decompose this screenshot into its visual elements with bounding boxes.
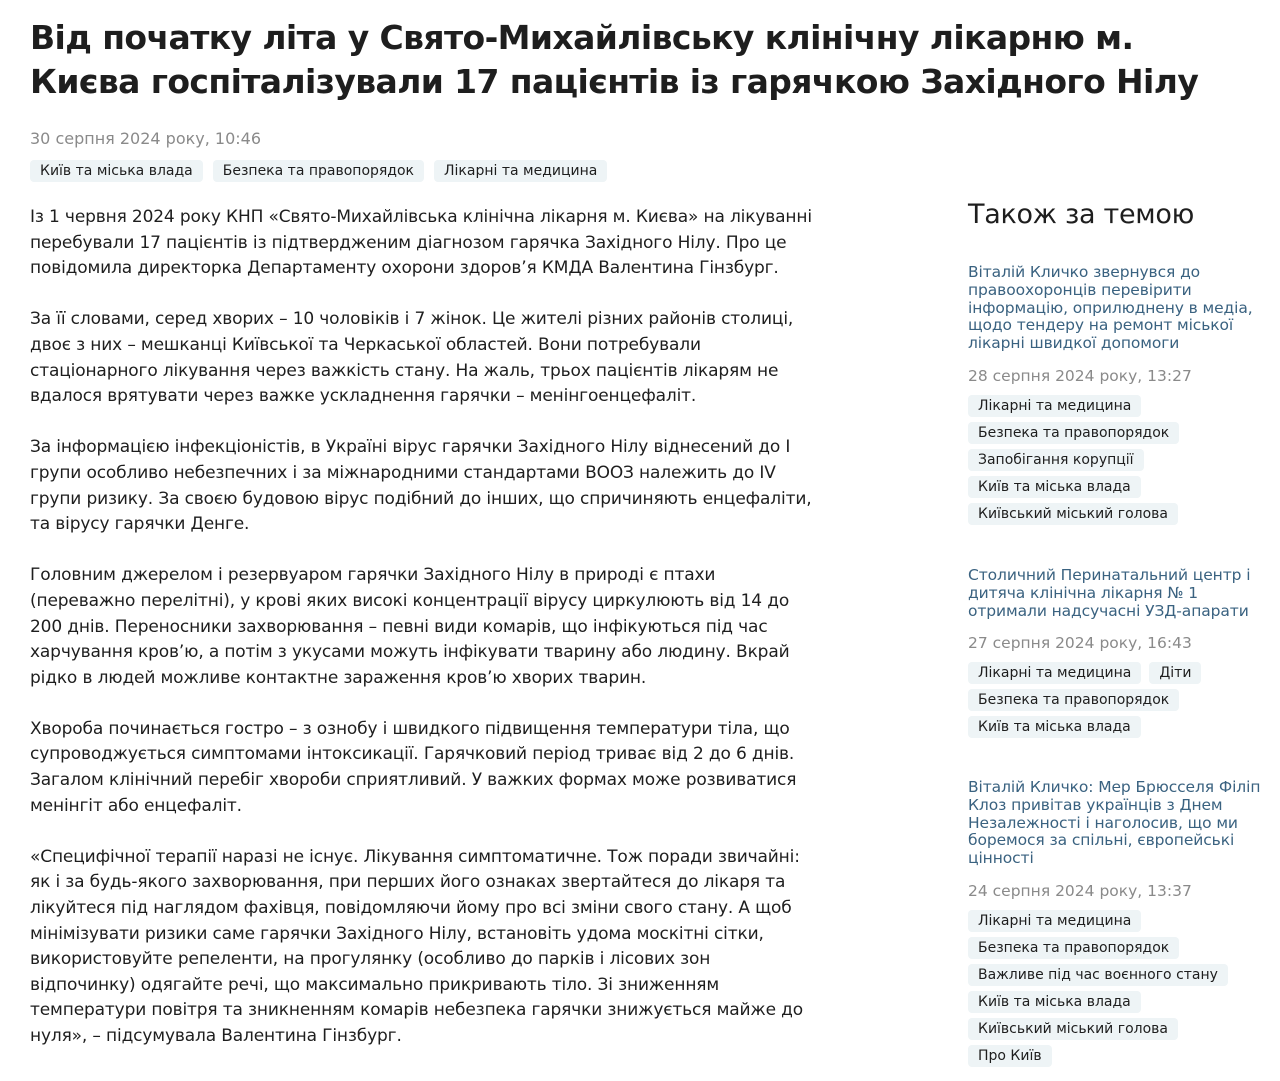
related-item-date: 28 серпня 2024 року, 13:27 xyxy=(968,366,1192,385)
related-item xyxy=(968,264,1280,525)
tag-martial-law-important[interactable]: Важливе під час воєнного стану xyxy=(968,964,1228,986)
related-item xyxy=(968,567,1280,738)
tag-kyiv-mayor[interactable]: Київський міський голова xyxy=(968,1018,1178,1040)
related-heading: Також за темою xyxy=(968,199,1195,230)
tag-security-law-enforcement[interactable]: Безпека та правопорядок xyxy=(213,160,424,182)
tag-hospitals-medicine[interactable]: Лікарні та медицина xyxy=(968,395,1141,417)
tag-hospitals-medicine[interactable]: Лікарні та медицина xyxy=(968,910,1141,932)
tag-hospitals-medicine[interactable]: Лікарні та медицина xyxy=(968,662,1141,684)
related-item xyxy=(968,779,1280,1067)
tag-kyiv-city-authorities[interactable]: Київ та міська влада xyxy=(968,991,1141,1013)
article-paragraph: «Специфічної терапії наразі не існує. Лікування симптоматичне. Тож поради звичайні: як і за будь-якого захворювання, при перших його ознаках звертайтеся до лікаря та лікуйтеся під наглядом фахівця, повідомляючи йому про всі зміни свого стану. А щоб мінімізувати ризики саме гарячки Західного Нілу, встановіть удома москітні сітки, використовуйте репеленти, на прогулянку (особливо до парків і лісових зон відпочинку) одягайте речі, що максимально прикривають тіло. Зі зниженням температури повітря та зникненням комарів небезпека гарячки знижується майже до нуля», – підсумувала Валентина Гінзбург. xyxy=(30,846,803,1046)
article-date: 30 серпня 2024 року, 10:46 xyxy=(30,129,262,148)
article-paragraph: За її словами, серед хворих – 10 чоловіків і 7 жінок. Це жителі різних районів столиці, двоє з них – мешканці Київської та Черкаської областей. Вони потребували стаціонарного лікування через важкість стану. На жаль, трьох пацієнтів лікарям не вдалося врятувати через важке ускладнення гарячки – менінгоенцефаліт. xyxy=(30,309,794,407)
related-item-date: 24 серпня 2024 року, 13:37 xyxy=(968,881,1192,900)
tag-kyiv-city-authorities[interactable]: Київ та міська влада xyxy=(30,160,203,182)
tag-kyiv-city-authorities[interactable]: Київ та міська влада xyxy=(968,716,1141,738)
related-item-link[interactable]: Столичний Перинатальний центр і дитяча клінічна лікарня № 1 отримали надсучасні УЗД-апарати xyxy=(968,566,1251,620)
related-item-tags xyxy=(968,910,1268,1067)
article-paragraph: Із 1 червня 2024 року КНП «Свято-Михайлівська клінічна лікарня м. Києва» на лікуванні перебували 17 пацієнтів із підтвердженим діагнозом гарячка Західного Нілу. Про це повідомила директорка Департаменту охорони здоров’я КМДА Валентина Гінзбург. xyxy=(30,207,812,279)
related-item-tags xyxy=(968,395,1268,525)
related-item-date: 27 серпня 2024 року, 16:43 xyxy=(968,634,1192,653)
tag-security-law-enforcement[interactable]: Безпека та правопорядок xyxy=(968,937,1179,959)
tag-security-law-enforcement[interactable]: Безпека та правопорядок xyxy=(968,422,1179,444)
article-paragraph: Головним джерелом і резервуаром гарячки Західного Нілу в природі є птахи (переважно перелітні), у крові яких високі концентрації вірусу циркулюють від 14 до 200 днів. Переносники захворювання – певні види комарів, що інфікуються під час харчування кров’ю, а потім з укусами можуть інфікувати тварину або людину. Вкрай рідко в людей можливе контактне зараження кров’ю хворих тварин. xyxy=(30,565,790,688)
related-item-link[interactable]: Віталій Кличко: Мер Брюсселя Філіп Клоз привітав українців з Днем Незалежності і наголосив, що ми боремося за спільні, європейські цінності xyxy=(968,778,1261,868)
tag-corruption-prevention[interactable]: Запобігання корупції xyxy=(968,449,1144,471)
tag-security-law-enforcement[interactable]: Безпека та правопорядок xyxy=(968,689,1179,711)
article-paragraph: Хвороба починається гостро – з ознобу і швидкого підвищення температури тіла, що супроводжується симптомами інтоксикації. Гарячковий період триває від 2 до 6 днів. Загалом клінічний перебіг хвороби сприятливий. У важких формах може розвиватися менінгіт або енцефаліт. xyxy=(30,718,797,816)
tag-kyiv-mayor[interactable]: Київський міський голова xyxy=(968,503,1178,525)
article-body xyxy=(30,205,815,1050)
article-paragraph: За інформацією інфекціоністів, в Україні вірус гарячки Західного Нілу віднесений до І групи особливо небезпечних і за міжнародними стандартами ВООЗ належить до IV групи ризику. За своєю будовою вірус подібний до інших, що спричиняють енцефаліти, та вірусу гарячки Денге. xyxy=(30,437,812,535)
tag-about-kyiv[interactable]: Про Київ xyxy=(968,1045,1052,1067)
related-item-tags xyxy=(968,662,1268,738)
article-tags xyxy=(30,160,607,182)
tag-kyiv-city-authorities[interactable]: Київ та міська влада xyxy=(968,476,1141,498)
tag-children[interactable]: Діти xyxy=(1149,662,1201,684)
article-title: Від початку літа у Свято-Михайлівську клінічну лікарню м. Києва госпіталізували 17 пацієнтів із гарячкою Західного Нілу xyxy=(30,18,1199,101)
related-item-link[interactable]: Віталій Кличко звернувся до правоохоронців перевірити інформацію, оприлюднену в медіа, щодо тендеру на ремонт міської лікарні швидкої допомоги xyxy=(968,263,1253,353)
tag-hospitals-medicine[interactable]: Лікарні та медицина xyxy=(434,160,607,182)
related-sidebar xyxy=(968,198,1280,1064)
